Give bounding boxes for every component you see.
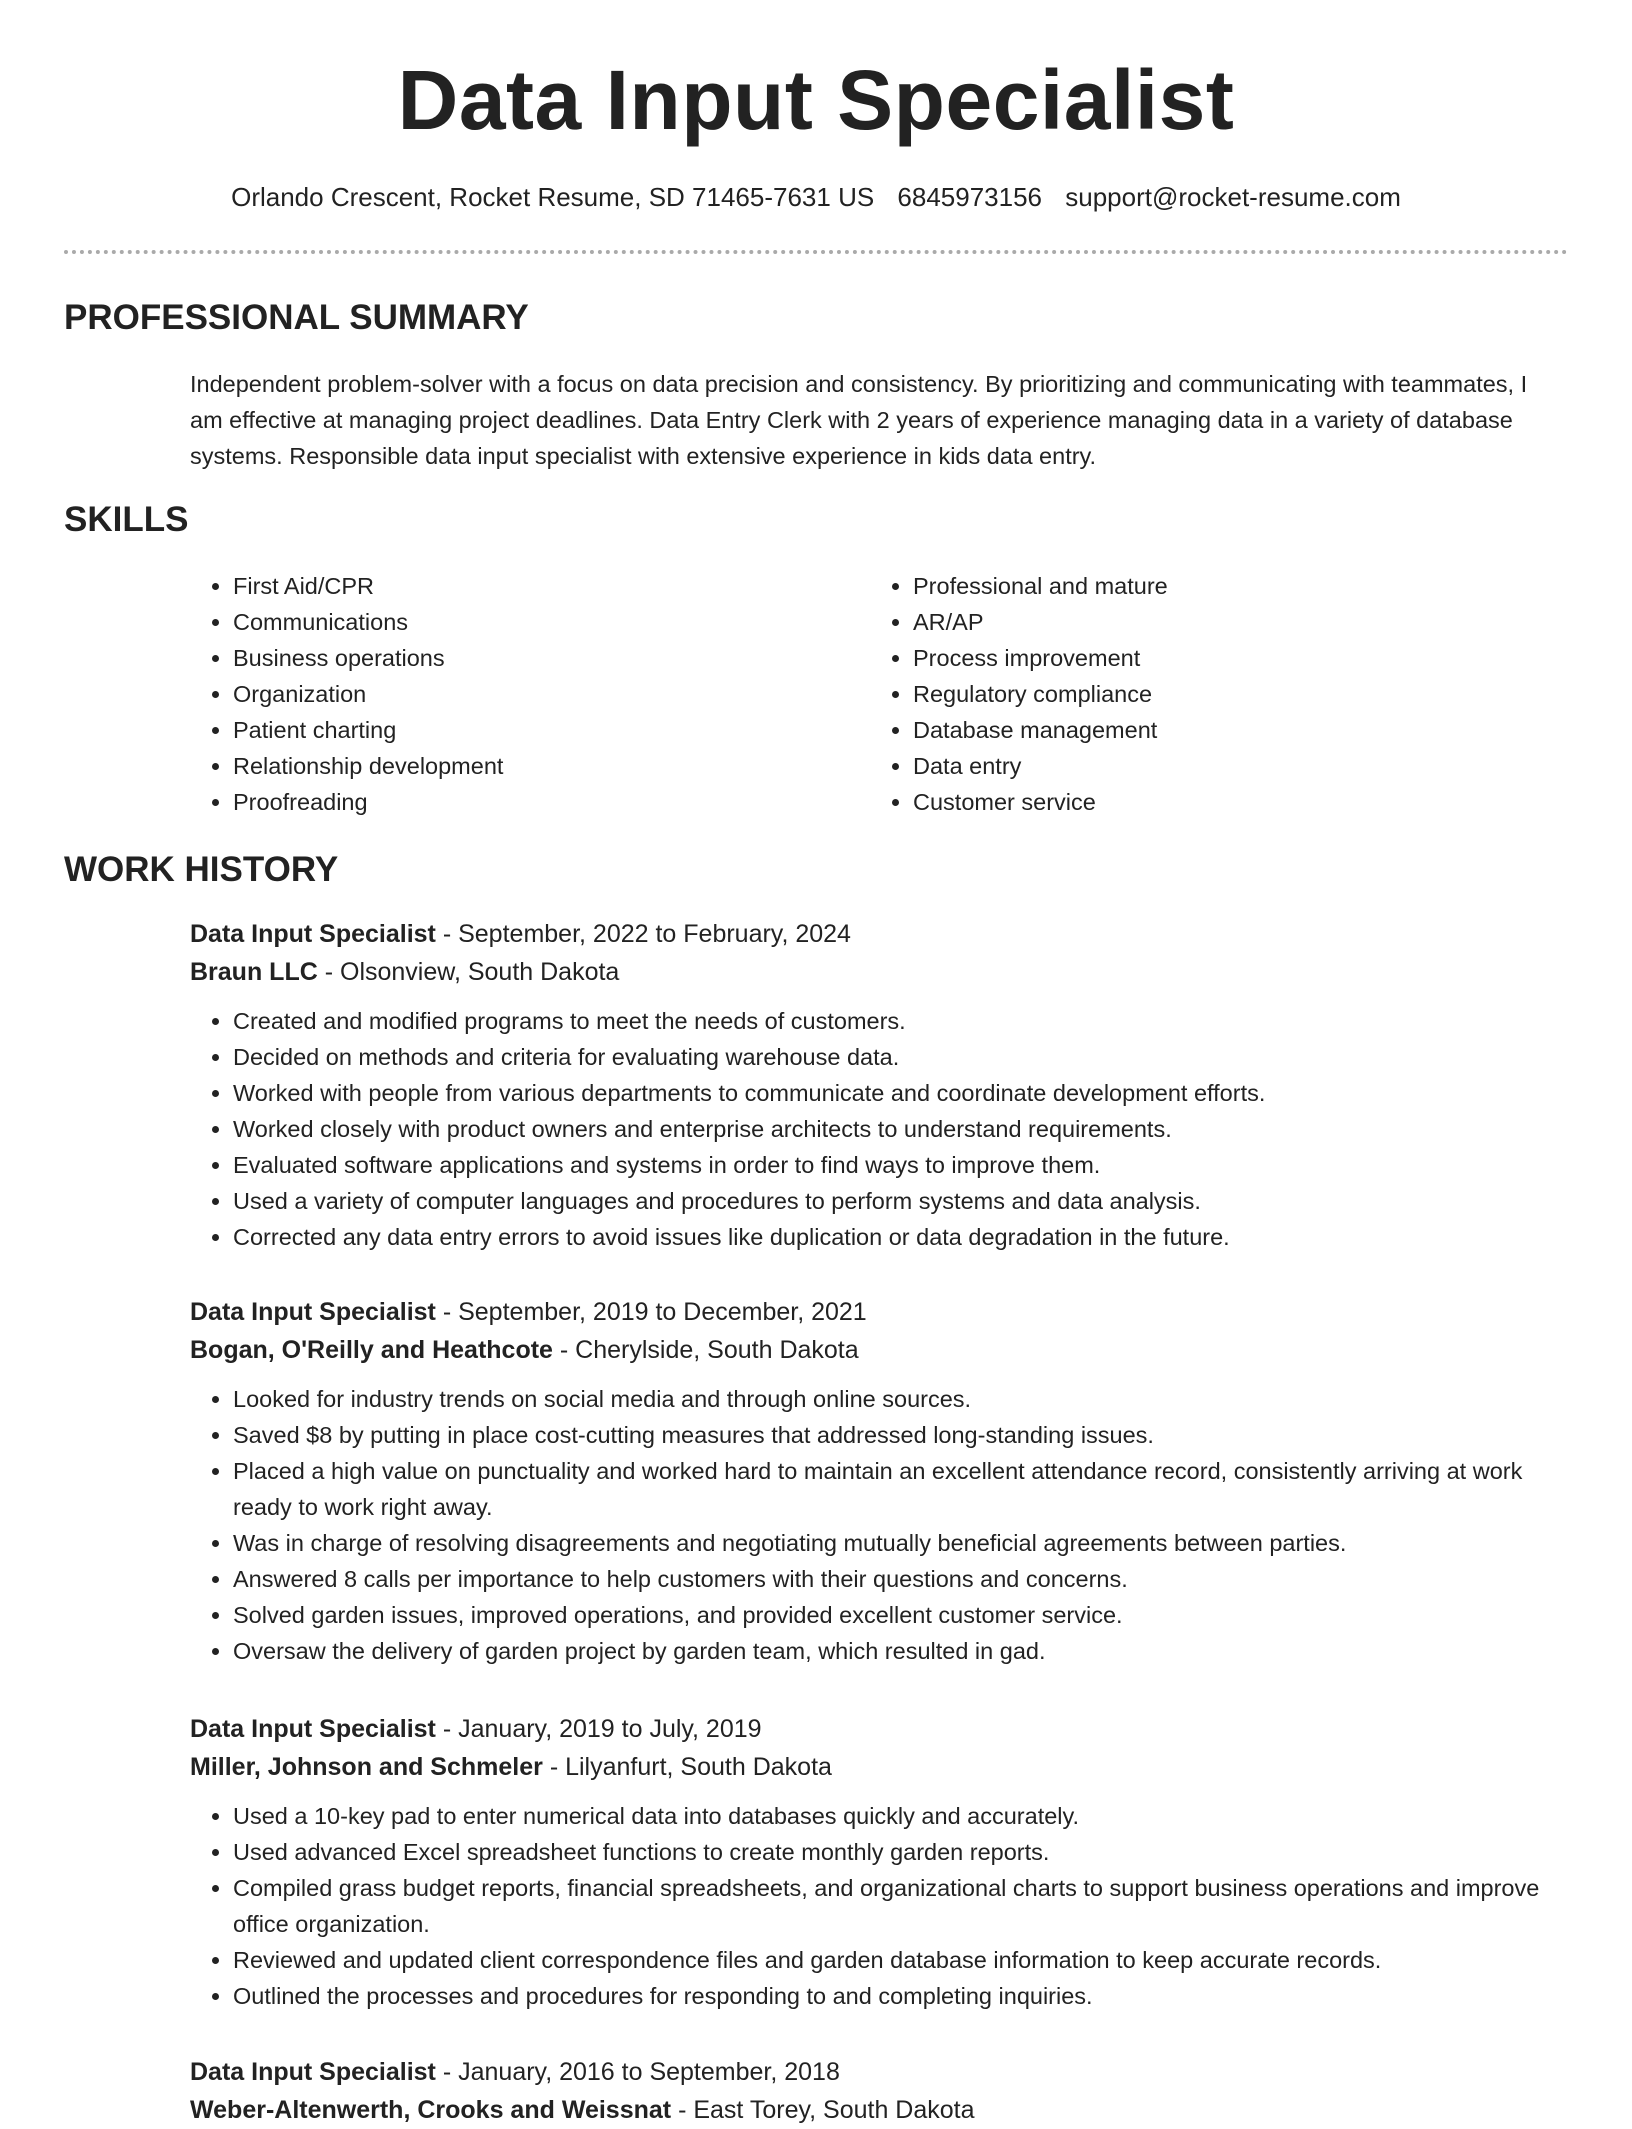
job-title: Data Input Specialist [190,2058,436,2086]
job-bullets [190,1003,1550,1255]
skill-item: • Process improvement [913,640,1168,676]
contact-phone: 6845973156 [897,182,1043,212]
skill-item: • AR/AP [913,604,1168,640]
summary-text: Independent problem-solver with a focus on data precision and consistency. By prioritizing and communicating with teammates, I am effective at managing project deadlines. Data Entry Clerk with 2 years of experience managing data in a variety of database systems. Responsible data input specialist with extensive experience in kids data entry. [190,371,1528,469]
job-bullet: • Saved $8 by putting in place cost-cutting measures that addressed long-standing issues. [233,1417,1550,1453]
job-title: Data Input Specialist [190,1715,436,1743]
job-bullet: • Outlined the processes and procedures for responding to and completing inquiries. [233,1978,1550,2014]
job-entry [190,1293,1550,1669]
job-title-line [190,1293,1550,1331]
job-bullet: • Evaluated software applications and systems in order to find ways to improve them. [233,1147,1550,1183]
job-location: - Lilyanfurt, South Dakota [542,1753,832,1781]
job-bullet: • Answered 8 calls per importance to help customers with their questions and concerns. [233,1561,1550,1597]
summary-heading: PROFESSIONAL SUMMARY [64,298,529,337]
job-title: Data Input Specialist [190,1298,436,1326]
skill-item: • Proofreading [233,784,503,820]
job-company: Miller, Johnson and Schmeler [190,1753,543,1781]
skills-heading: SKILLS [64,500,189,539]
job-bullet: • Reviewed and updated client correspondence files and garden database information to keep accurate records. [233,1942,1550,1978]
skill-item: • Relationship development [233,748,503,784]
skills-list-left [190,568,503,820]
job-company: Weber-Altenwerth, Crooks and Weissnat [190,2096,672,2124]
job-title: Data Input Specialist [190,920,436,948]
job-entry [190,1710,1550,2014]
job-bullet: • Used a 10-key pad to enter numerical data into databases quickly and accurately. [233,1798,1550,1834]
job-bullet: • Decided on methods and criteria for evaluating warehouse data. [233,1039,1550,1075]
header-divider [64,250,1568,254]
job-bullets [190,1798,1550,2014]
contact-address: Orlando Crescent, Rocket Resume, SD 71465-7631 US [231,182,875,212]
resume-title: Data Input Specialist [397,53,1235,147]
work-history-heading: WORK HISTORY [64,850,339,889]
job-bullet: • Corrected any data entry errors to avoid issues like duplication or data degradation in the future. [233,1219,1550,1255]
job-bullet: • Solved garden issues, improved operations, and provided excellent customer service. [233,1597,1550,1633]
job-bullet: • Created and modified programs to meet the needs of customers. [233,1003,1550,1039]
job-company: Bogan, O'Reilly and Heathcote [190,1336,553,1364]
skill-item: • Communications [233,604,503,640]
job-dates: - September, 2022 to February, 2024 [435,920,851,948]
skill-item: • Data entry [913,748,1168,784]
job-dates: - January, 2016 to September, 2018 [435,2058,840,2086]
job-location: - Olsonview, South Dakota [317,958,620,986]
job-company-line [190,1748,1550,1786]
job-bullet: • Used a variety of computer languages and procedures to perform systems and data analysis. [233,1183,1550,1219]
job-company-line [190,2091,1550,2129]
job-bullets [190,1381,1550,1669]
job-bullet: • Used advanced Excel spreadsheet functions to create monthly garden reports. [233,1834,1550,1870]
job-bullet: • Worked with people from various departments to communicate and coordinate development efforts. [233,1075,1550,1111]
job-dates: - September, 2019 to December, 2021 [435,1298,867,1326]
skill-item: • Database management [913,712,1168,748]
job-dates: - January, 2019 to July, 2019 [435,1715,762,1743]
contact-line [0,182,1632,213]
job-company: Braun LLC [190,958,318,986]
job-bullet: • Looked for industry trends on social media and through online sources. [233,1381,1550,1417]
job-bullet: • Oversaw the delivery of garden project by garden team, which resulted in gad. [233,1633,1550,1669]
job-entry [190,2053,1550,2129]
skill-item: • Regulatory compliance [913,676,1168,712]
job-entry [190,915,1550,1255]
job-bullet: • Compiled grass budget reports, financial spreadsheets, and organizational charts to support business operations and improve office organization. [233,1870,1550,1942]
job-location: - Cherylside, South Dakota [552,1336,859,1364]
job-bullet: • Placed a high value on punctuality and worked hard to maintain an excellent attendance record, consistently arriving at work ready to work right away. [233,1453,1550,1525]
job-bullet: • Was in charge of resolving disagreements and negotiating mutually beneficial agreements between parties. [233,1525,1550,1561]
job-title-line [190,915,1550,953]
skill-item: • Patient charting [233,712,503,748]
job-bullet: • Worked closely with product owners and enterprise architects to understand requirements. [233,1111,1550,1147]
job-location: - East Torey, South Dakota [671,2096,975,2124]
contact-email[interactable]: support@rocket-resume.com [1065,182,1401,212]
job-company-line [190,1331,1550,1369]
job-title-line [190,2053,1550,2091]
skills-list-right [870,568,1168,820]
skill-item: • Professional and mature [913,568,1168,604]
skill-item: • First Aid/CPR [233,568,503,604]
skill-item: • Business operations [233,640,503,676]
skill-item: • Customer service [913,784,1168,820]
job-title-line [190,1710,1550,1748]
skill-item: • Organization [233,676,503,712]
job-company-line [190,953,1550,991]
